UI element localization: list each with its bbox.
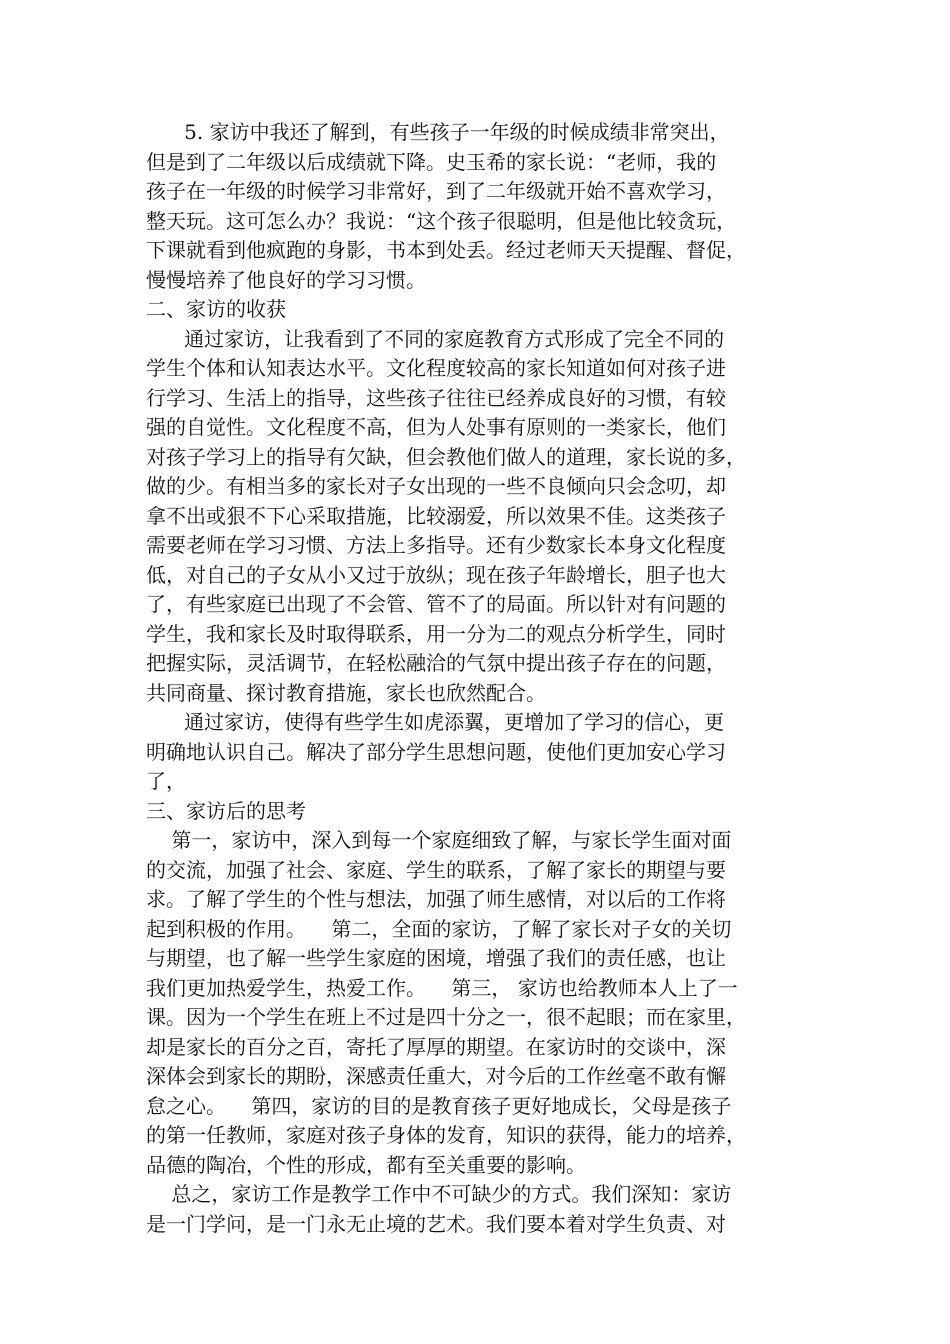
text-line: 却是家长的百分之百，寄托了厚厚的期望。在家访时的交谈中，深 bbox=[146, 1034, 726, 1059]
text-line: 明确地认识自己。解决了部分学生思想问题，使他们更加安心学习 bbox=[146, 739, 726, 764]
text-line: 了，有些家庭已出现了不会管、管不了的局面。所以针对有问题的 bbox=[146, 592, 726, 616]
text-line: 品德的陶冶，个性的形成，都有至关重要的影响。 bbox=[146, 1152, 586, 1177]
text-line: 与期望，也了解一些学生家庭的困境，增强了我们的责任感，也让 bbox=[146, 946, 726, 970]
text-line: 的交流，加强了社会、家庭、学生的联系，了解了家长的期望与要 bbox=[146, 857, 726, 882]
section-heading-harvest: 二、家访的收获 bbox=[146, 297, 286, 321]
text-line: 低，对自己的子女从小又过于放纵；现在孩子年龄增长，胆子也大 bbox=[146, 562, 726, 587]
text-line: 孩子在一年级的时候学习非常好，到了二年级就开始不喜欢学习， bbox=[146, 179, 726, 203]
text-line: 是一门学问，是一门永无止境的艺术。我们要本着对学生负责、对 bbox=[146, 1211, 726, 1236]
text-line: 通过家访，使得有些学生如虎添翼，更增加了学习的信心，更 bbox=[146, 710, 725, 734]
paragraph-home-visit-5 bbox=[146, 118, 806, 295]
paragraph-reflection bbox=[146, 826, 806, 1180]
text-line: 5. 家访中我还了解到，有些孩子一年级的时候成绩非常突出， bbox=[146, 120, 730, 144]
text-line: 深体会到家长的期盼，深感责任重大，对今后的工作丝毫不敢有懈 bbox=[146, 1064, 726, 1088]
section-heading-reflection: 三、家访后的思考 bbox=[146, 798, 306, 823]
text-line: 学生个体和认知表达水平。文化程度较高的家长知道如何对孩子进 bbox=[146, 356, 726, 380]
text-line: 起到积极的作用。 第二，全面的家访，了解了家长对子女的关切 bbox=[146, 916, 732, 941]
text-line: 行学习、生活上的指导，这些孩子往往已经养成良好的习惯，有较 bbox=[146, 385, 726, 410]
text-line: 慢慢培养了他良好的学习习惯。 bbox=[146, 267, 426, 292]
text-line: 总之，家访工作是教学工作中不可缺少的方式。我们深知：家访 bbox=[146, 1182, 732, 1206]
paragraph-harvest-1 bbox=[146, 325, 806, 709]
text-line: 强的自觉性。文化程度不高，但为人处事有原则的一类家长，他们 bbox=[146, 415, 726, 439]
text-line: 我们更加热爱学生，热爱工作。 第三， 家访也给教师本人上了一 bbox=[146, 975, 738, 1000]
text-line: 学生，我和家长及时取得联系，用一分为二的观点分析学生，同时 bbox=[146, 621, 726, 646]
text-line: 把握实际，灵活调节，在轻松融洽的气氛中提出孩子存在的问题， bbox=[146, 651, 726, 675]
text-line: 对孩子学习上的指导有欠缺，但会教他们做人的道理，家长说的多， bbox=[146, 444, 746, 469]
text-line: 拿不出或狠不下心采取措施，比较溺爱，所以效果不佳。这类孩子 bbox=[146, 503, 726, 528]
paragraph-harvest-2 bbox=[146, 708, 806, 797]
text-line: 第一，家访中，深入到每一个家庭细致了解，与家长学生面对面 bbox=[146, 828, 732, 852]
text-line: 怠之心。 第四，家访的目的是教育孩子更好地成长，父母是孩子 bbox=[146, 1093, 732, 1118]
text-line: 的第一任教师，家庭对孩子身体的发育，知识的获得，能力的培养， bbox=[146, 1123, 746, 1147]
document-body bbox=[146, 118, 806, 1239]
text-line: 共同商量、探讨教育措施，家长也欣然配合。 bbox=[146, 680, 546, 705]
text-line: 做的少。有相当多的家长对子女出现的一些不良倾向只会念叨，却 bbox=[146, 474, 726, 498]
text-line: 下课就看到他疯跑的身影，书本到处丢。经过老师天天提醒、督促， bbox=[146, 238, 746, 262]
text-line: 通过家访，让我看到了不同的家庭教育方式形成了完全不同的 bbox=[146, 326, 725, 351]
text-line: 但是到了二年级以后成绩就下降。史玉希的家长说：“老师，我的 bbox=[146, 149, 717, 174]
text-line: 求。了解了学生的个性与想法，加强了师生感情，对以后的工作将 bbox=[146, 887, 726, 911]
text-line: 需要老师在学习习惯、方法上多指导。还有少数家长本身文化程度 bbox=[146, 533, 726, 557]
text-line: 了， bbox=[146, 769, 186, 793]
paragraph-summary bbox=[146, 1180, 806, 1239]
text-line: 整天玩。这可怎么办？我说：“这个孩子很聪明，但是他比较贪玩， bbox=[146, 208, 737, 233]
text-line: 课。因为一个学生在班上不过是四十分之一，很不起眼；而在家里， bbox=[146, 1005, 746, 1029]
